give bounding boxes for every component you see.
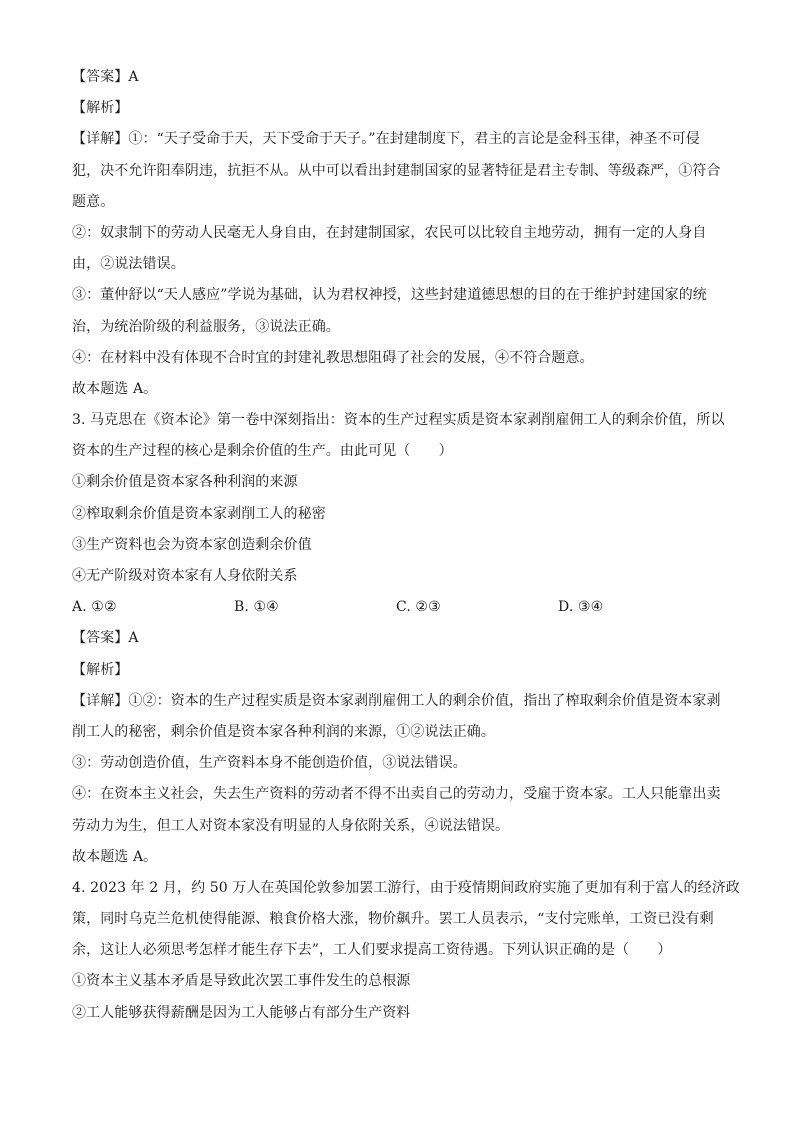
q3-option-c: C. ②③ <box>396 599 441 616</box>
q4-statement: ①资本主义基本矛盾是导致此次罢工事件发生的总根源 <box>72 973 411 990</box>
q3-detail-line: 削工人的秘密，剩余价值是资本家各种利润的来源，①②说法正确。 <box>72 723 495 740</box>
q3-detail-line: 【详解】①②：资本的生产过程实质是资本家剥削雇佣工人的剩余价值，指出了榨取剩余价值是资本家剥 <box>72 692 721 709</box>
q2-detail-line: 题意。 <box>72 193 115 210</box>
q2-detail-line: ③：董仲舒以“天人感应”学说为基础，认为君权神授，这些封建道德思想的目的在于维护封建国家的统 <box>72 287 707 304</box>
q2-detail-line: 犯，决不允许阳奉阴违，抗拒不从。从中可以看出封建制国家的显著特征是君主专制、等级森严，①符合 <box>72 162 721 179</box>
q2-detail-line: 治，为统治阶级的利益服务，③说法正确。 <box>72 318 340 335</box>
q3-option-d: D. ③④ <box>558 599 604 616</box>
q3-stem-line: 资本的生产过程的核心是剩余价值的生产。由此可见（ ） <box>72 443 453 460</box>
q3-option-b: B. ①④ <box>234 599 279 616</box>
document-page <box>72 62 740 1029</box>
q3-analysis-label: 【解析】 <box>72 661 129 678</box>
q3-statement: ②榨取剩余价值是资本家剥削工人的秘密 <box>72 505 326 522</box>
q3-statement: ①剩余价值是资本家各种利润的来源 <box>72 474 298 491</box>
q4-stem-line: 策，同时乌克兰危机使得能源、粮食价格大涨，物价飙升。罢工人员表示，“支付完账单，工资已没有剩 <box>72 911 714 928</box>
q3-conclusion: 故本题选 A。 <box>72 848 158 865</box>
q4-statement: ②工人能够获得薪酬是因为工人能够占有部分生产资料 <box>72 1004 411 1021</box>
q3-answer: 【答案】A <box>72 630 139 647</box>
q3-stem-line: 3. 马克思在《资本论》第一卷中深刻指出：资本的生产过程实质是资本家剥削雇佣工人的剩余价值，所以 <box>72 412 725 429</box>
q3-statement: ③生产资料也会为资本家创造剩余价值 <box>72 536 312 553</box>
q2-conclusion: 故本题选 A。 <box>72 380 158 397</box>
q2-detail-line: ④：在材料中没有体现不合时宜的封建礼教思想阻碍了社会的发展，④不符合题意。 <box>72 349 594 366</box>
q4-stem-line: 余，这让人必须思考怎样才能生存下去”，工人们要求提高工资待遇。下列认识正确的是（ ） <box>72 942 672 959</box>
q2-detail-line: ②：奴隶制下的劳动人民毫无人身自由，在封建制国家，农民可以比较自主地劳动，拥有一定的人身自 <box>72 224 707 241</box>
q3-statement: ④无产阶级对资本家有人身依附关系 <box>72 568 298 584</box>
q2-answer: 【答案】A <box>72 69 139 85</box>
q3-detail-line: 劳动力为生，但工人对资本家没有明显的人身依附关系，④说法错误。 <box>72 817 510 834</box>
q3-option-a: A. ①② <box>72 599 117 616</box>
q4-stem-line: 4. 2023 年 2 月，约 50 万人在英国伦敦参加罢工游行，由于疫情期间政府实施了更加有利于富人的经济政 <box>72 879 740 896</box>
q2-detail-line: 由，②说法错误。 <box>72 256 185 273</box>
q3-options <box>72 592 732 623</box>
q2-detail-line: 【详解】①：“天子受命于天，天下受命于天子。”在封建制度下，君主的言论是金科玉律，神圣不可侵 <box>72 131 700 148</box>
q2-analysis-label: 【解析】 <box>72 100 129 117</box>
q3-detail-line: ④：在资本主义社会，失去生产资料的劳动者不得不出卖自己的劳动力，受雇于资本家。工人只能靠出卖 <box>72 786 721 803</box>
q3-detail-line: ③：劳动创造价值，生产资料本身不能创造价值，③说法错误。 <box>72 755 467 772</box>
